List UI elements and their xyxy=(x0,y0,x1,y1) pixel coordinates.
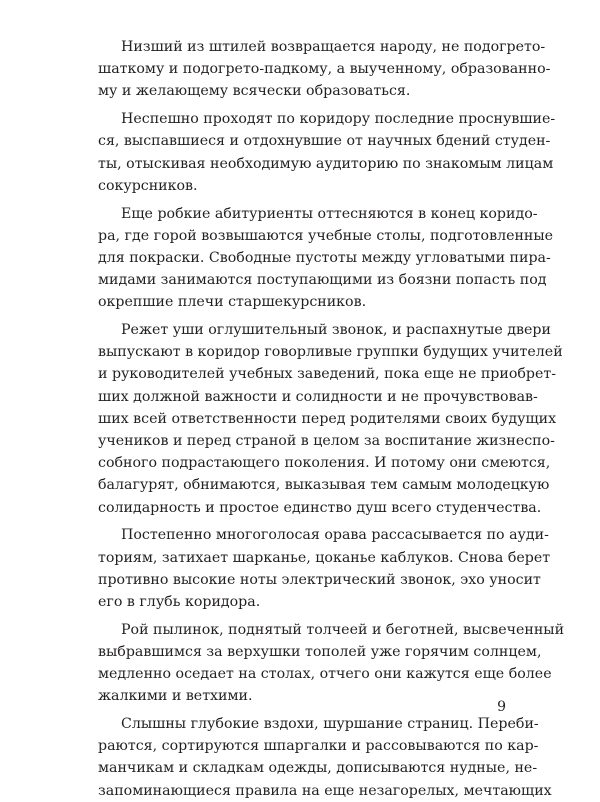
text-line: жалкими и ветхими. xyxy=(98,688,253,705)
paragraph xyxy=(98,36,551,103)
text-line: ты, отыскивая необходимую аудиторию по знакомым лицам xyxy=(98,155,554,172)
text-line: медленно оседает на столах, отчего они кажутся еще более xyxy=(98,666,552,683)
body-text xyxy=(98,36,565,802)
text-line: его в глубь коридора. xyxy=(98,593,261,610)
text-line: Слышны глубокие вздохи, шуршание страниц. Переби- xyxy=(121,716,539,732)
paragraph xyxy=(98,524,551,613)
text-line: выбравшимся за верхушки тополей уже горячим солнцем, xyxy=(98,643,542,660)
text-line: мидами занимаются поступающими из боязни попасть под xyxy=(98,272,547,289)
text-line: ся, выспавшиеся и отдохнувшие от научных бдений студен- xyxy=(98,133,551,150)
text-line: учеников и перед страной в целом за воспитание жизнеспо- xyxy=(98,432,555,449)
text-line: Неспешно проходят по коридору последние проснувшие- xyxy=(121,111,556,128)
paragraph xyxy=(98,203,554,314)
text-line: солидарность и простое единство душ всего студенчества. xyxy=(98,499,542,516)
text-line: сокурсников. xyxy=(98,177,198,194)
paragraph xyxy=(98,108,556,197)
paragraph xyxy=(98,619,565,708)
text-line: шаткому и подогрето-падкому, а выученному, образованно- xyxy=(98,61,551,78)
text-line: балагурят, обнимаются, выказывая тем самым молодецкую xyxy=(98,477,550,494)
text-line: противно высокие ноты электрический звонок, эхо уносит xyxy=(98,571,541,588)
text-line: ра, где горой возвышаются учебные столы, подготовленные xyxy=(98,227,554,244)
text-line: манчикам и складкам одежды, дописываются нудные, не- xyxy=(98,760,538,777)
text-line: ших должной важности и солидности и не прочувствовав- xyxy=(98,388,538,405)
text-line: раются, сортируются шпаргалки и рассовываются по кар- xyxy=(98,738,539,755)
text-line: ториям, затихает шарканье, цоканье каблуков. Снова берет xyxy=(98,549,551,566)
text-line: Режет уши оглушительный звонок, и распахнутые двери xyxy=(121,322,551,339)
text-line: Еще робкие абитуриенты оттесняются в конец коридо- xyxy=(121,205,538,222)
text-line: Низший из штилей возвращается народу, не подогрето- xyxy=(121,39,546,55)
text-line: собного подрастающего поколения. И потому они смеются, xyxy=(98,455,551,472)
text-line: окрепшие плечи старшекурсников. xyxy=(98,294,367,311)
paragraph xyxy=(98,713,552,802)
text-line: ших всей ответственности перед родителями своих будущих xyxy=(98,410,557,427)
text-line: Постепенно многоголосая орава рассасывается по ауди- xyxy=(121,527,549,544)
text-line: и руководителей учебных заведений, пока еще не приобрет- xyxy=(98,366,557,383)
text-line: выпускают в коридор говорливые группки будущих учителей xyxy=(98,344,563,361)
text-line: Рой пылинок, поднятый толчеей и беготней, высвеченный xyxy=(121,621,565,638)
page-number: 9 xyxy=(497,699,506,715)
text-line: для покраски. Свободные пустоты между угловатыми пира- xyxy=(98,249,551,266)
paragraph xyxy=(98,319,563,519)
text-line: му и желающему всячески образоваться. xyxy=(98,83,411,100)
text-line: запоминающиеся правила на еще незагорелых, мечтающих xyxy=(98,782,552,799)
